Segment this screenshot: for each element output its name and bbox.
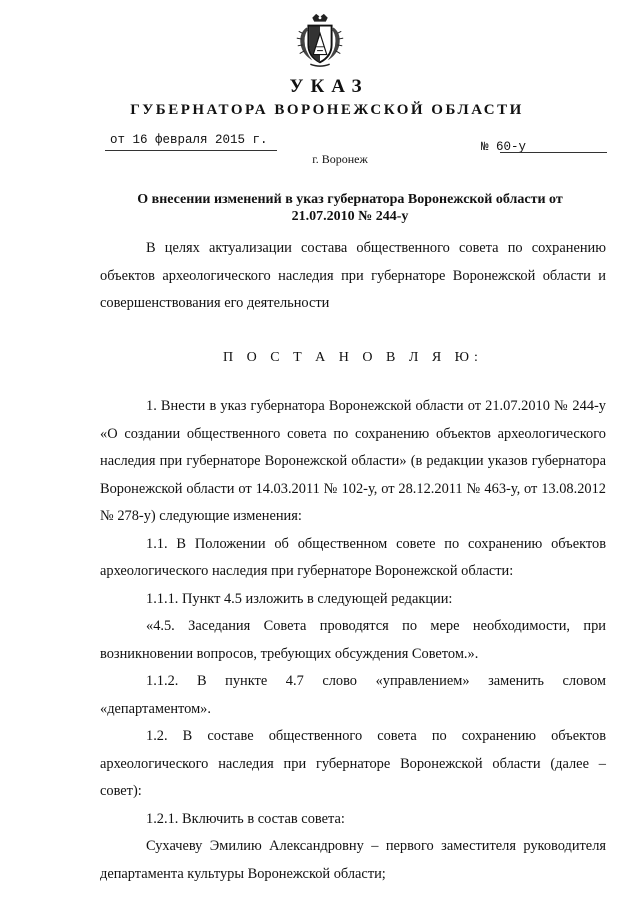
paragraph-1-2: 1.2. В составе общественного совета по сохранению объектов археологического наследия при губернаторе Воронежской области (далее – совет):: [100, 728, 606, 799]
document-date: от 16 февраля 2015 г.: [110, 133, 268, 147]
document-type-title: УКАЗ: [289, 76, 369, 97]
preamble-paragraph: В целях актуализации состава общественного совета по сохранению объектов археологического наследия при губернаторе Воронежской области и совершенствования его деятельности: [100, 240, 606, 311]
date-underline: [105, 150, 277, 151]
decree-heading: П О С Т А Н О В Л Я Ю:: [223, 349, 483, 365]
paragraph-1-1: 1.1. В Положении об общественном совете по сохранению объектов археологического наследия при губернаторе Воронежской области:: [100, 535, 606, 579]
paragraph-quote-4-5: «4.5. Заседания Совета проводятся по мере необходимости, при возникновении вопросов, требующих обсуждения Советом.».: [100, 618, 606, 662]
document-subject: О внесении изменений в указ губернатора Воронежской области от 21.07.2010 № 244-у: [137, 192, 563, 224]
coat-of-arms-icon: [291, 12, 349, 70]
document-number: № 60-у: [481, 140, 527, 154]
paragraph-1-2-1: 1.2.1. Включить в состав совета:: [146, 810, 345, 827]
document-body: [100, 235, 606, 888]
city-label: г. Воронеж: [312, 152, 368, 166]
paragraph-1-1-2: 1.1.2. В пункте 4.7 слово «управлением» заменить словом «департаментом».: [100, 673, 606, 717]
paragraph-1: 1. Внести в указ губернатора Воронежской области от 21.07.2010 № 244-у «О создании общественного совета по сохранению объектов археологического наследия при губернаторе Воронежской области» (в редакции указов губернатора Воронежской области от 14.03.2011 № 102-у, от 28.12.2011 № 463-у, от 13.08.2012 № 278-у) следующие изменения:: [100, 398, 606, 524]
issuer-title: ГУБЕРНАТОРА ВОРОНЕЖСКОЙ ОБЛАСТИ: [130, 102, 524, 118]
paragraph-1-1-1: 1.1.1. Пункт 4.5 изложить в следующей редакции:: [146, 590, 453, 607]
paragraph-member: Сухачеву Эмилию Александровну – первого заместителя руководителя департамента культуры Воронежской области;: [100, 838, 606, 882]
